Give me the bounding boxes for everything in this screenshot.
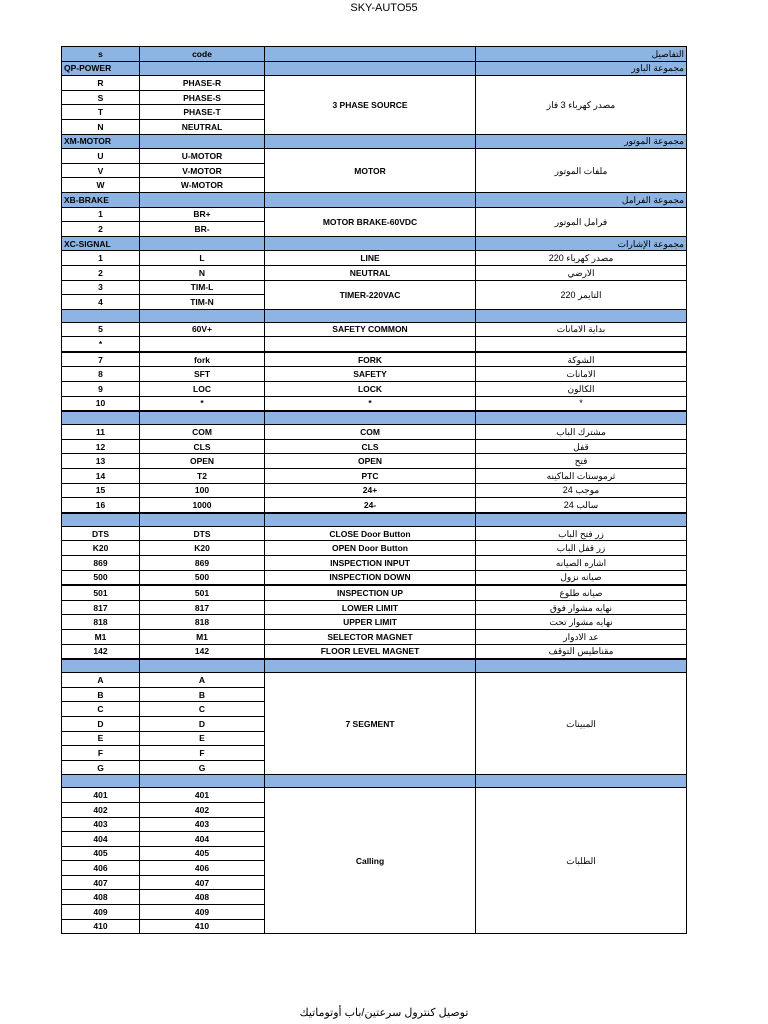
group-row — [62, 134, 687, 149]
table-cell — [265, 134, 476, 149]
group-row — [62, 192, 687, 207]
table-cell: 24- — [265, 498, 476, 513]
group-label: مجموعة الفرامل — [476, 192, 687, 207]
table-cell — [476, 775, 687, 788]
table-row — [62, 615, 687, 630]
table-row — [62, 382, 687, 397]
detail-cell: ملفات الموتور — [476, 149, 687, 193]
table-cell: 405 — [62, 846, 140, 861]
detail-cell: فرامل الموتور — [476, 207, 687, 236]
table-cell: G — [140, 760, 265, 775]
table-row — [62, 425, 687, 440]
table-cell — [265, 775, 476, 788]
table-cell: * — [476, 396, 687, 411]
table-cell: 404 — [62, 832, 140, 847]
table-cell — [140, 337, 265, 352]
table-row — [62, 673, 687, 688]
table-row — [62, 526, 687, 541]
group-name: QP-POWER — [62, 61, 140, 76]
table-cell: OPEN Door Button — [265, 541, 476, 556]
table-cell: 1000 — [140, 498, 265, 513]
table-row — [62, 149, 687, 164]
table-cell: 501 — [62, 585, 140, 600]
table-cell: مصدر كهرباء 220 — [476, 251, 687, 266]
table-cell: 24+ — [265, 483, 476, 498]
table-cell: BR+ — [140, 207, 265, 222]
table-cell: سالب 24 — [476, 498, 687, 513]
table-cell — [265, 309, 476, 322]
table-cell: N — [140, 265, 265, 280]
table-cell: الامانات — [476, 367, 687, 382]
table-cell: 409 — [140, 905, 265, 920]
table-cell: ثرموستات الماكينه — [476, 469, 687, 484]
table-row — [62, 207, 687, 222]
table-cell: FORK — [265, 352, 476, 367]
table-cell: 407 — [140, 875, 265, 890]
table-cell: 410 — [140, 919, 265, 934]
table-cell: CLS — [140, 439, 265, 454]
table-cell: TIM-L — [140, 280, 265, 295]
table-cell: * — [140, 396, 265, 411]
table-cell: BR- — [140, 222, 265, 237]
table-cell: 4 — [62, 295, 140, 310]
table-cell: الكالون — [476, 382, 687, 397]
group-row — [62, 236, 687, 251]
table-cell: K20 — [62, 541, 140, 556]
table-cell: فتح — [476, 454, 687, 469]
table-cell — [265, 337, 476, 352]
table-cell: 12 — [62, 439, 140, 454]
table-cell: SAFETY — [265, 367, 476, 382]
table-cell: 10 — [62, 396, 140, 411]
table-row — [62, 280, 687, 295]
table-cell — [476, 659, 687, 673]
table-cell: PHASE-R — [140, 76, 265, 91]
table-cell: F — [140, 746, 265, 761]
table-cell: E — [62, 731, 140, 746]
table-cell: 100 — [140, 483, 265, 498]
table-cell: L — [140, 251, 265, 266]
table-cell: INSPECTION UP — [265, 585, 476, 600]
page-title: SKY-AUTO55 — [350, 2, 418, 14]
table-cell: UPPER LIMIT — [265, 615, 476, 630]
table-cell: عد الادوار — [476, 629, 687, 644]
table-cell: 404 — [140, 832, 265, 847]
table-cell: 409 — [62, 905, 140, 920]
description-cell: Calling — [265, 788, 476, 934]
spacer-row — [62, 775, 687, 788]
table-cell: 60V+ — [140, 322, 265, 337]
table-cell: 11 — [62, 425, 140, 440]
table-row — [62, 541, 687, 556]
table-cell: 5 — [62, 322, 140, 337]
group-label: مجموعة الباور — [476, 61, 687, 76]
table-cell: موجب 24 — [476, 483, 687, 498]
detail-cell: التايمر 220 — [476, 280, 687, 309]
table-row — [62, 322, 687, 337]
table-cell: D — [140, 716, 265, 731]
group-name: XB-BRAKE — [62, 192, 140, 207]
table-cell: قفل — [476, 439, 687, 454]
spacer-row — [62, 513, 687, 527]
table-cell — [140, 236, 265, 251]
table-cell: PHASE-T — [140, 105, 265, 120]
group-label: مجموعة الإشارات — [476, 236, 687, 251]
table-row — [62, 337, 687, 352]
table-cell: CLS — [265, 439, 476, 454]
table-cell: 408 — [62, 890, 140, 905]
table-cell: 501 — [140, 585, 265, 600]
table-row — [62, 76, 687, 91]
column-header: s — [62, 47, 140, 62]
table-cell: K20 — [140, 541, 265, 556]
table-cell: 407 — [62, 875, 140, 890]
table-cell — [265, 659, 476, 673]
table-cell: 406 — [62, 861, 140, 876]
table-cell — [62, 513, 140, 527]
detail-cell: مصدر كهرباء 3 فاز — [476, 76, 687, 134]
spacer-row — [62, 411, 687, 425]
table-cell: V — [62, 163, 140, 178]
table-cell: G — [62, 760, 140, 775]
group-name: XC-SIGNAL — [62, 236, 140, 251]
table-cell: T2 — [140, 469, 265, 484]
table-cell: 869 — [140, 556, 265, 571]
table-cell: B — [62, 687, 140, 702]
table-cell: 13 — [62, 454, 140, 469]
table-cell: T — [62, 105, 140, 120]
table-cell: 410 — [62, 919, 140, 934]
table-row — [62, 556, 687, 571]
table-cell — [265, 192, 476, 207]
table-cell: 1 — [62, 207, 140, 222]
table-cell — [140, 411, 265, 425]
table-cell — [265, 236, 476, 251]
table-cell: B — [140, 687, 265, 702]
table-row — [62, 469, 687, 484]
table-cell: OPEN — [140, 454, 265, 469]
table-cell: 401 — [140, 788, 265, 803]
table-cell: M1 — [140, 629, 265, 644]
table-cell: 869 — [62, 556, 140, 571]
table-cell: نهايه مشوار فوق — [476, 600, 687, 615]
table-cell: COM — [265, 425, 476, 440]
table-cell: N — [62, 119, 140, 134]
table-cell: C — [62, 702, 140, 717]
column-header: code — [140, 47, 265, 62]
description-cell: MOTOR BRAKE-60VDC — [265, 207, 476, 236]
table-row — [62, 439, 687, 454]
table-cell — [265, 61, 476, 76]
table-cell: 500 — [62, 570, 140, 585]
group-row — [62, 61, 687, 76]
table-cell: 402 — [140, 802, 265, 817]
table-row — [62, 483, 687, 498]
table-cell — [140, 659, 265, 673]
table-cell — [265, 513, 476, 527]
table-cell: 14 — [62, 469, 140, 484]
table-cell: A — [62, 673, 140, 688]
table-cell: F — [62, 746, 140, 761]
table-cell: PHASE-S — [140, 90, 265, 105]
table-cell: U-MOTOR — [140, 149, 265, 164]
table-cell: 406 — [140, 861, 265, 876]
table-cell — [62, 775, 140, 788]
table-cell: 2 — [62, 222, 140, 237]
table-cell: صيانه طلوع — [476, 585, 687, 600]
table-cell: 16 — [62, 498, 140, 513]
table-cell: A — [140, 673, 265, 688]
table-cell: 7 — [62, 352, 140, 367]
table-cell: * — [62, 337, 140, 352]
table-cell: TIM-N — [140, 295, 265, 310]
table-cell: C — [140, 702, 265, 717]
column-header — [265, 47, 476, 62]
table-cell: 1 — [62, 251, 140, 266]
table-cell: NEUTRAL — [140, 119, 265, 134]
table-cell: INSPECTION INPUT — [265, 556, 476, 571]
table-row — [62, 498, 687, 513]
table-row — [62, 454, 687, 469]
table-cell: صيانه نزول — [476, 570, 687, 585]
table-cell — [140, 134, 265, 149]
table-cell: SELECTOR MAGNET — [265, 629, 476, 644]
table-cell: D — [62, 716, 140, 731]
table-cell — [140, 513, 265, 527]
table-cell: SFT — [140, 367, 265, 382]
header-row — [62, 47, 687, 62]
table-cell — [62, 309, 140, 322]
table-row — [62, 644, 687, 659]
table-row — [62, 251, 687, 266]
table-cell: LOWER LIMIT — [265, 600, 476, 615]
table-cell: مشترك الباب — [476, 425, 687, 440]
description-cell: TIMER-220VAC — [265, 280, 476, 309]
table-cell: R — [62, 76, 140, 91]
table-cell — [62, 659, 140, 673]
table-cell — [140, 775, 265, 788]
table-cell: V-MOTOR — [140, 163, 265, 178]
table-cell: 500 — [140, 570, 265, 585]
table-cell: LINE — [265, 251, 476, 266]
table-row — [62, 265, 687, 280]
spacer-row — [62, 659, 687, 673]
table-row — [62, 788, 687, 803]
table-cell: 403 — [140, 817, 265, 832]
wiring-table — [61, 46, 687, 934]
detail-cell: المبينات — [476, 673, 687, 775]
table-cell: 8 — [62, 367, 140, 382]
table-cell: 817 — [62, 600, 140, 615]
table-cell: 818 — [62, 615, 140, 630]
table-cell: INSPECTION DOWN — [265, 570, 476, 585]
table-cell — [140, 309, 265, 322]
table-cell: الشوكة — [476, 352, 687, 367]
table-cell: DTS — [140, 526, 265, 541]
table-cell: E — [140, 731, 265, 746]
table-row — [62, 629, 687, 644]
column-header: التفاصيل — [476, 47, 687, 62]
table-cell: S — [62, 90, 140, 105]
table-cell: 142 — [140, 644, 265, 659]
table-cell — [62, 411, 140, 425]
table-cell: مقناطيس التوقف — [476, 644, 687, 659]
table-cell: LOC — [140, 382, 265, 397]
group-label: مجموعة الموتور — [476, 134, 687, 149]
table-cell: COM — [140, 425, 265, 440]
table-cell: CLOSE Door Button — [265, 526, 476, 541]
table-cell: 15 — [62, 483, 140, 498]
description-cell: 7 SEGMENT — [265, 673, 476, 775]
table-cell: 817 — [140, 600, 265, 615]
table-cell — [476, 411, 687, 425]
table-cell — [476, 309, 687, 322]
table-cell: 3 — [62, 280, 140, 295]
table-cell: U — [62, 149, 140, 164]
spacer-row — [62, 309, 687, 322]
table-cell: NEUTRAL — [265, 265, 476, 280]
table-cell: زر قفل الباب — [476, 541, 687, 556]
table-cell: 402 — [62, 802, 140, 817]
table-row — [62, 600, 687, 615]
description-cell: MOTOR — [265, 149, 476, 193]
table-row — [62, 570, 687, 585]
table-cell — [476, 513, 687, 527]
table-cell: M1 — [62, 629, 140, 644]
table-cell: اشاره الصيانه — [476, 556, 687, 571]
table-cell: OPEN — [265, 454, 476, 469]
table-cell: 403 — [62, 817, 140, 832]
table-row — [62, 396, 687, 411]
table-cell: 401 — [62, 788, 140, 803]
table-cell: 818 — [140, 615, 265, 630]
table-cell: FLOOR LEVEL MAGNET — [265, 644, 476, 659]
table-cell: نهايه مشوار تحت — [476, 615, 687, 630]
description-cell: 3 PHASE SOURCE — [265, 76, 476, 134]
table-cell: SAFETY COMMON — [265, 322, 476, 337]
table-cell: 2 — [62, 265, 140, 280]
table-cell: * — [265, 396, 476, 411]
page-footer: توصيل كنترول سرعتين/باب أوتوماتيك — [299, 1007, 469, 1019]
table-cell: W — [62, 178, 140, 193]
table-cell: 9 — [62, 382, 140, 397]
table-cell: DTS — [62, 526, 140, 541]
table-cell: الارضي — [476, 265, 687, 280]
table-cell — [140, 192, 265, 207]
table-cell: 405 — [140, 846, 265, 861]
table-row — [62, 352, 687, 367]
table-cell: fork — [140, 352, 265, 367]
table-row — [62, 585, 687, 600]
table-cell: W-MOTOR — [140, 178, 265, 193]
table-cell: PTC — [265, 469, 476, 484]
table-cell: 408 — [140, 890, 265, 905]
table-cell: LOCK — [265, 382, 476, 397]
table-cell — [265, 411, 476, 425]
table-cell — [140, 61, 265, 76]
table-cell — [476, 337, 687, 352]
table-row — [62, 367, 687, 382]
detail-cell: الطلبات — [476, 788, 687, 934]
table-cell: بداية الامانات — [476, 322, 687, 337]
table-cell: زر فتح الباب — [476, 526, 687, 541]
table-cell: 142 — [62, 644, 140, 659]
group-name: XM-MOTOR — [62, 134, 140, 149]
